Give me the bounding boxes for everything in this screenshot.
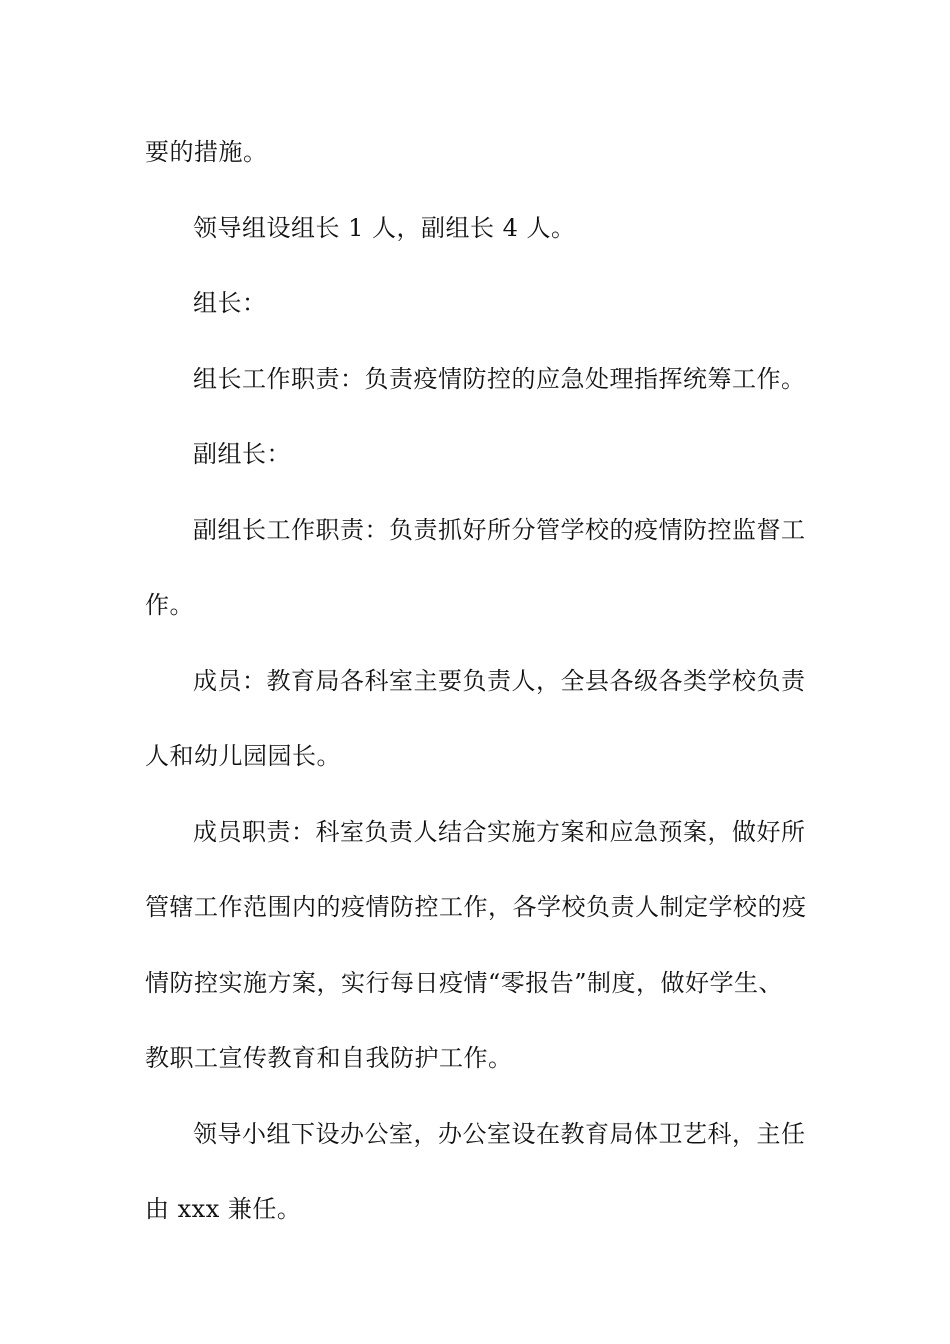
- document-body: [145, 128, 805, 1261]
- text-line: 要的措施。: [145, 138, 268, 166]
- text-line: 由 xxx 兼任。: [145, 1195, 302, 1223]
- text-line: 副组长：: [193, 440, 291, 468]
- text-line: 情防控实施方案，实行每日疫情“零报告”制度，做好学生、: [145, 968, 784, 997]
- text-line: 领导组设组长 1 人，副组长 4 人。: [193, 213, 576, 242]
- text-line: 人和幼儿园园长。: [145, 742, 341, 770]
- text-line: 组长工作职责：负责疫情防控的应急处理指挥统筹工作。: [193, 364, 806, 393]
- text-line: 成员：教育局各科室主要负责人，全县各级各类学校负责: [193, 666, 806, 695]
- text-line: 作。: [145, 591, 194, 619]
- text-line: 教职工宣传教育和自我防护工作。: [145, 1044, 513, 1072]
- text-line: 管辖工作范围内的疫情防控工作，各学校负责人制定学校的疫: [145, 893, 807, 921]
- text-line: 副组长工作职责：负责抓好所分管学校的疫情防控监督工: [193, 515, 806, 544]
- text-line: 成员职责：科室负责人结合实施方案和应急预案，做好所: [193, 817, 806, 846]
- text-line: 组长：: [193, 289, 267, 317]
- text-line: 领导小组下设办公室，办公室设在教育局体卫艺科，主任: [193, 1119, 806, 1148]
